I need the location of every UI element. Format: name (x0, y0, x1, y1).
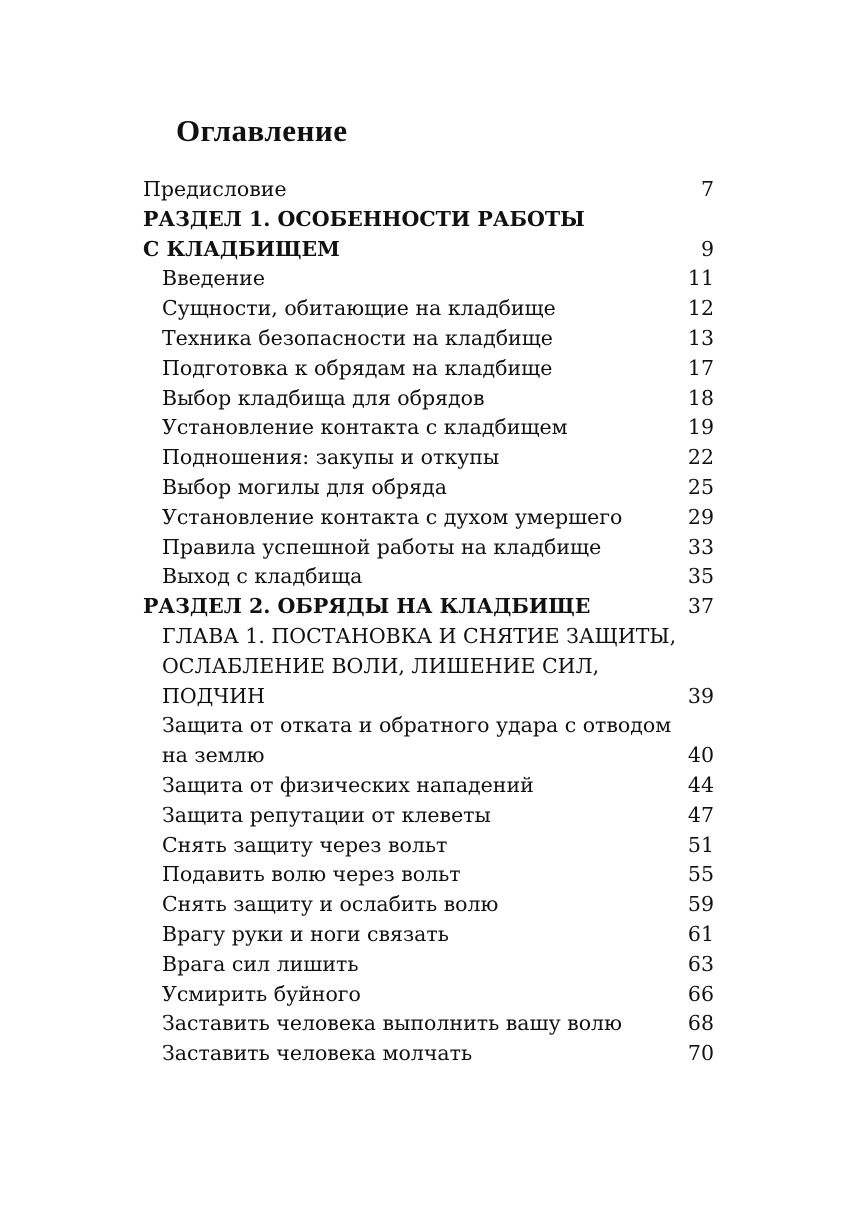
toc-entry-page: 55 (687, 862, 714, 887)
toc-entry-text: Выход с кладбища (162, 562, 372, 592)
toc-entry[interactable] (0, 354, 856, 384)
toc-entry[interactable] (0, 294, 856, 324)
toc-entry-page: 12 (687, 296, 714, 321)
toc-entry-section-1-line-1[interactable] (0, 205, 856, 235)
toc-entry-text: Подавить волю через вольт (162, 860, 471, 890)
toc-entry[interactable] (0, 860, 856, 890)
toc-entry-text: РАЗДЕЛ 1. ОСОБЕННОСТИ РАБОТЫ (143, 205, 595, 235)
toc-entry-page: 25 (687, 474, 714, 499)
toc-entry[interactable] (0, 801, 856, 831)
toc-entry[interactable] (0, 503, 856, 533)
toc-entry-page: 39 (687, 683, 714, 708)
toc-entry-page: 40 (687, 743, 714, 768)
toc-entry-chapter-1-line-2[interactable] (0, 652, 856, 682)
toc-entry-text: Предисловие (143, 175, 297, 205)
toc-entry[interactable] (0, 562, 856, 592)
toc-entry-text: ГЛАВА 1. ПОСТАНОВКА И СНЯТИЕ ЗАЩИТЫ, (162, 622, 686, 652)
toc-entry-text: Защита от отката и обратного удара с отводом (162, 711, 681, 741)
toc-entry-text: Врагу руки и ноги связать (162, 920, 459, 950)
toc-entry-text: ПОДЧИН (162, 682, 275, 712)
toc-entry-page: 11 (687, 266, 714, 291)
toc-entry-introduction[interactable] (0, 264, 856, 294)
toc-entry[interactable] (0, 950, 856, 980)
toc-entry-text: Снять защиту через вольт (162, 831, 457, 861)
toc-entry-page: 17 (687, 355, 714, 380)
toc-entry-page: 63 (687, 951, 714, 976)
table-of-contents (0, 175, 856, 1069)
toc-entry[interactable] (0, 533, 856, 563)
toc-entry-text: Заставить человека выполнить вашу волю (162, 1009, 632, 1039)
toc-entry[interactable] (0, 384, 856, 414)
toc-entry[interactable] (0, 890, 856, 920)
toc-entry-line-2[interactable] (0, 741, 856, 771)
toc-entry-page: 33 (687, 534, 714, 559)
toc-entry-page: 19 (687, 415, 714, 440)
toc-entry[interactable] (0, 1039, 856, 1069)
toc-entry-text: Установление контакта с духом умершего (162, 503, 632, 533)
toc-entry-text: Врага сил лишить (162, 950, 368, 980)
toc-entry-page: 37 (687, 594, 714, 619)
toc-entry-text: на землю (162, 741, 275, 771)
toc-entry-text: Установление контакта с кладбищем (162, 413, 578, 443)
toc-entry-text: Введение (162, 264, 275, 294)
toc-entry-text: Техника безопасности на кладбище (162, 324, 563, 354)
toc-entry-page: 51 (687, 832, 714, 857)
toc-entry-page: 9 (700, 236, 714, 261)
toc-entry-text: Заставить человека молчать (162, 1039, 482, 1069)
toc-entry-text: Правила успешной работы на кладбище (162, 533, 611, 563)
toc-entry-text: Подношения: закупы и откупы (162, 443, 509, 473)
toc-entry-page: 22 (687, 445, 714, 470)
toc-entry[interactable] (0, 1009, 856, 1039)
toc-entry-page: 47 (687, 802, 714, 827)
toc-entry[interactable] (0, 980, 856, 1010)
toc-entry-text: Выбор кладбища для обрядов (162, 384, 495, 414)
toc-title: Оглавление (176, 113, 348, 148)
toc-entry-chapter-1-line-3[interactable] (0, 682, 856, 712)
toc-entry-text: С КЛАДБИЩЕМ (143, 235, 350, 265)
toc-entry-text: Подготовка к обрядам на кладбище (162, 354, 562, 384)
toc-entry-page: 18 (687, 385, 714, 410)
toc-entry-text: ОСЛАБЛЕНИЕ ВОЛИ, ЛИШЕНИЕ СИЛ, (162, 652, 609, 682)
toc-entry-chapter-1-line-1[interactable] (0, 622, 856, 652)
toc-entry-page: 7 (700, 177, 714, 201)
toc-entry-section-1-line-2[interactable] (0, 235, 856, 265)
toc-entry[interactable] (0, 831, 856, 861)
toc-entry-page: 35 (687, 564, 714, 589)
toc-entry[interactable] (0, 413, 856, 443)
toc-entry-page: 66 (687, 981, 714, 1006)
toc-entry-page: 70 (687, 1041, 714, 1066)
toc-entry-line-1[interactable] (0, 711, 856, 741)
toc-entry-page: 59 (687, 892, 714, 917)
toc-entry[interactable] (0, 324, 856, 354)
toc-entry-text: Защита репутации от клеветы (162, 801, 501, 831)
toc-entry-page: 68 (687, 1011, 714, 1036)
toc-entry-preface[interactable] (0, 175, 856, 205)
toc-entry-page: 44 (687, 772, 714, 797)
toc-entry[interactable] (0, 443, 856, 473)
toc-entry-section-2[interactable] (0, 592, 856, 622)
toc-entry-text: Защита от физических нападений (162, 771, 544, 801)
toc-entry-page: 61 (687, 921, 714, 946)
toc-entry-page: 13 (687, 325, 714, 350)
toc-entry-text: Сущности, обитающие на кладбище (162, 294, 566, 324)
toc-entry-text: РАЗДЕЛ 2. ОБРЯДЫ НА КЛАДБИЩЕ (143, 592, 600, 622)
toc-entry-text: Выбор могилы для обряда (162, 473, 457, 503)
toc-entry-text: Снять защиту и ослабить волю (162, 890, 508, 920)
toc-entry-page: 29 (687, 504, 714, 529)
toc-entry[interactable] (0, 920, 856, 950)
toc-entry[interactable] (0, 771, 856, 801)
toc-entry-text: Усмирить буйного (162, 980, 371, 1010)
toc-entry[interactable] (0, 473, 856, 503)
